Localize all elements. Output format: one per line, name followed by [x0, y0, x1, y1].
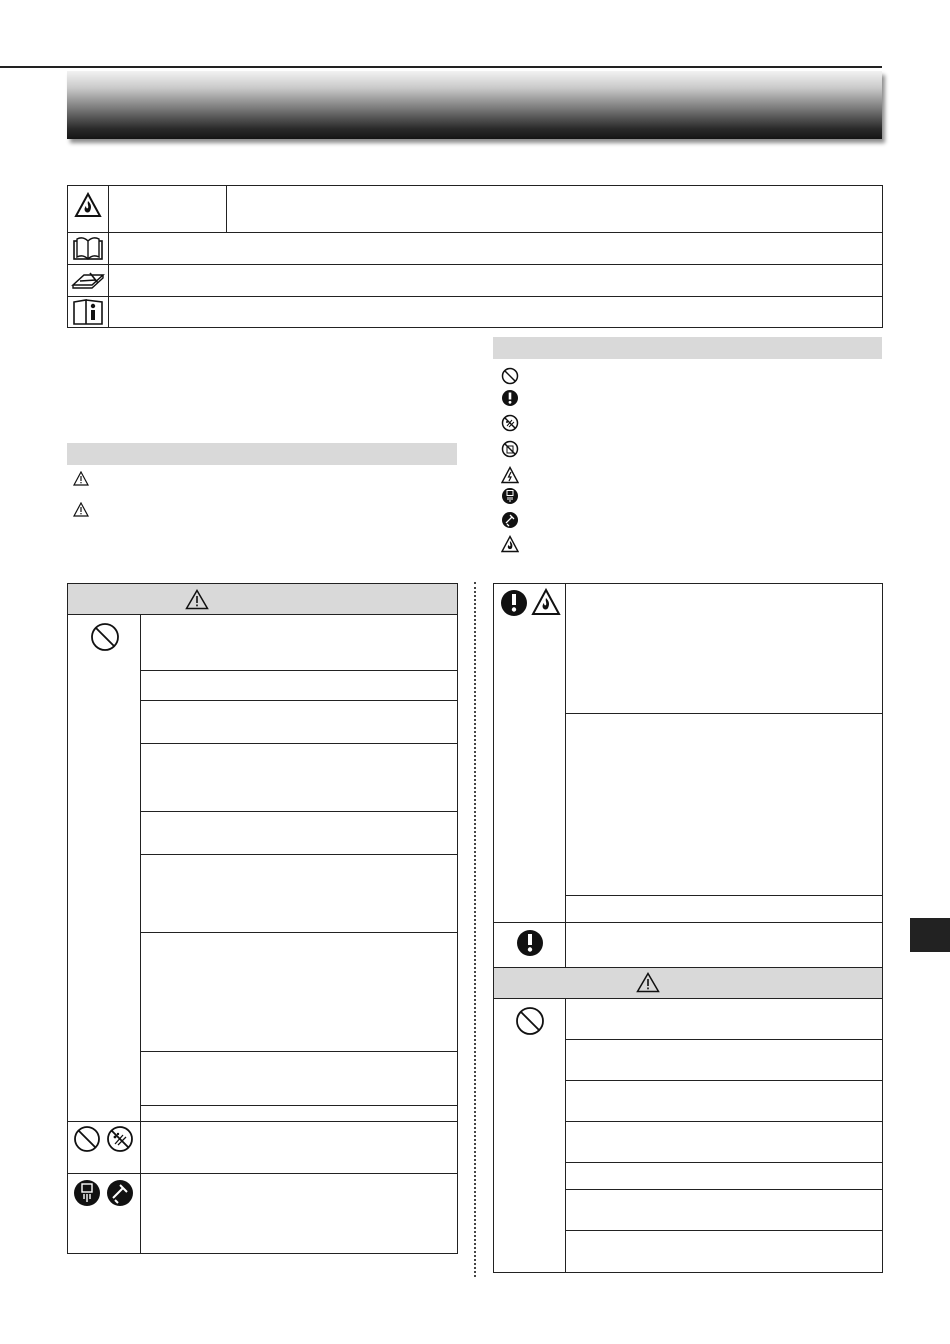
warning-table-header — [68, 584, 457, 614]
divider — [226, 185, 227, 232]
unplug-icon — [73, 1179, 101, 1207]
divider — [565, 1162, 883, 1163]
divider — [565, 713, 883, 714]
ground-icon — [106, 1179, 134, 1207]
unplug-icon — [501, 487, 519, 505]
no-wet-hands-icon — [501, 440, 519, 458]
symbols-table — [67, 185, 883, 328]
caution-table-header — [494, 968, 882, 998]
warning-triangle-icon — [185, 589, 209, 610]
divider — [140, 1051, 458, 1052]
right-warning-table — [493, 583, 883, 968]
prohibition-icon — [515, 1006, 545, 1036]
no-water-icon — [501, 414, 519, 432]
divider — [565, 1230, 883, 1231]
divider — [67, 1121, 458, 1122]
divider — [67, 1173, 458, 1174]
divider — [67, 264, 883, 265]
divider — [67, 614, 458, 615]
divider — [140, 700, 458, 701]
caution-triangle-icon — [636, 972, 660, 993]
fire-icon — [531, 588, 561, 616]
divider — [140, 854, 458, 855]
section-tab — [910, 918, 950, 952]
mandatory-icon — [516, 929, 544, 957]
divider — [140, 1105, 458, 1106]
no-water-icon — [106, 1125, 134, 1153]
column-separator — [474, 582, 476, 1277]
prohibition-icon — [501, 367, 519, 385]
divider — [140, 932, 458, 933]
page-title-banner — [67, 71, 882, 139]
divider — [67, 296, 883, 297]
warning-legend-heading — [67, 443, 457, 465]
flammable-warning-icon — [74, 192, 102, 218]
divider — [493, 998, 883, 999]
divider — [67, 232, 883, 233]
divider — [565, 1080, 883, 1081]
ground-icon — [501, 511, 519, 529]
prohibition-icon — [90, 622, 120, 652]
manual-icon — [72, 235, 104, 261]
divider — [140, 743, 458, 744]
divider — [565, 1039, 883, 1040]
info-manual-icon — [72, 298, 104, 326]
divider — [493, 922, 883, 923]
caution-triangle-icon — [73, 502, 89, 517]
divider — [140, 670, 458, 671]
fire-icon — [501, 535, 519, 553]
symbol-legend-heading — [493, 337, 882, 359]
mandatory-icon — [501, 389, 519, 407]
header-rule — [0, 66, 882, 68]
divider — [565, 1121, 883, 1122]
service-manual-icon — [70, 267, 106, 293]
divider — [140, 614, 141, 1254]
warning-triangle-icon — [73, 471, 89, 486]
divider — [565, 1189, 883, 1190]
prohibition-icon — [73, 1125, 101, 1153]
divider — [108, 185, 109, 328]
divider — [565, 583, 566, 968]
divider — [565, 895, 883, 896]
caution-table — [493, 967, 883, 1273]
mandatory-icon — [500, 589, 528, 617]
warning-table — [67, 583, 458, 1254]
divider — [140, 811, 458, 812]
electric-shock-icon — [501, 466, 519, 484]
